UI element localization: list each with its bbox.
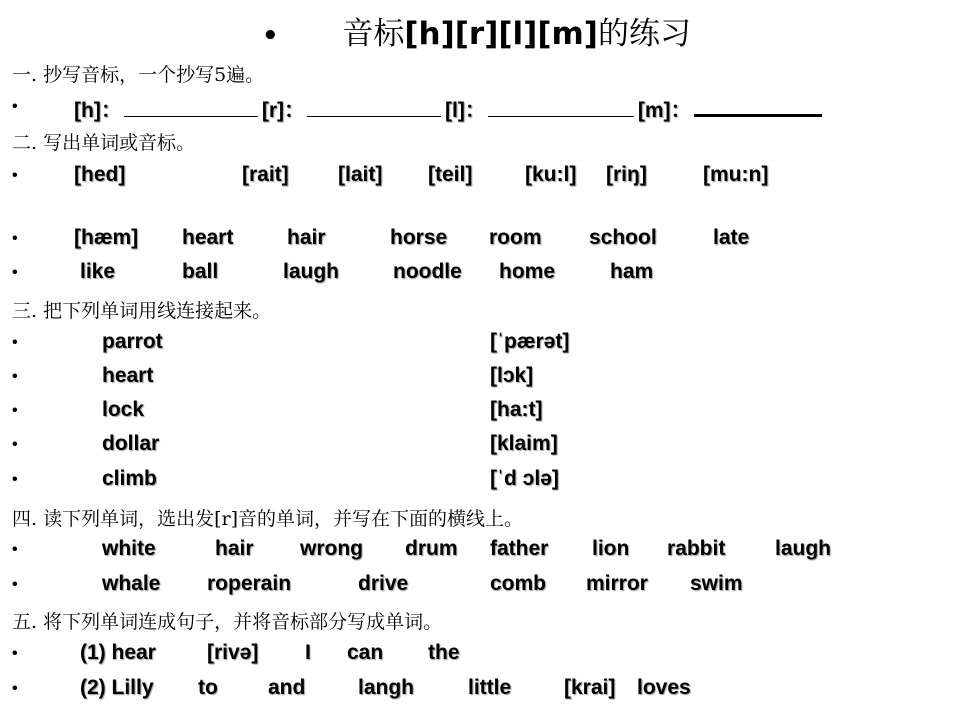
word-item: roperain xyxy=(207,572,292,595)
copy-item-r: [r]： xyxy=(261,99,305,122)
word-item: (2) Lilly xyxy=(80,676,154,699)
word-item: [hed] xyxy=(74,163,126,186)
match-word[interactable]: parrot xyxy=(102,330,163,353)
word-item: lion xyxy=(592,537,630,560)
section5-heading: 五. 将下列单词连成句子，并将音标部分写成单词。 xyxy=(12,611,443,633)
blank-line[interactable] xyxy=(124,98,258,117)
bullet: • xyxy=(12,402,18,419)
word-item: white xyxy=(102,537,156,560)
word-item: laugh xyxy=(775,537,831,560)
bullet: • xyxy=(12,368,18,385)
bullet: • xyxy=(12,230,18,247)
match-phonetic[interactable]: [ˈpærət] xyxy=(490,330,570,353)
bullet: • xyxy=(12,264,18,281)
word-item: [hæm] xyxy=(74,226,139,249)
word-item: ham xyxy=(610,260,654,283)
word-item: I xyxy=(305,641,311,664)
word-item: can xyxy=(347,641,384,664)
bullet: • xyxy=(12,334,18,351)
word-item: father xyxy=(490,537,549,560)
match-phonetic[interactable]: [ha:t] xyxy=(490,398,543,421)
word-item: rabbit xyxy=(667,537,726,560)
word-item: [krai] xyxy=(564,676,616,699)
bullet: • xyxy=(12,436,18,453)
word-item: loves xyxy=(637,676,691,699)
word-item: [teil] xyxy=(428,163,473,186)
word-item: [lait] xyxy=(338,163,383,186)
match-phonetic[interactable]: [klaim] xyxy=(490,432,558,455)
word-item: like xyxy=(80,260,116,283)
blank-line[interactable] xyxy=(488,98,634,117)
word-item: horse xyxy=(390,226,448,249)
word-item: (1) hear xyxy=(80,641,156,664)
blank-line[interactable] xyxy=(307,98,441,117)
blank-line[interactable] xyxy=(694,96,822,117)
bullet: • xyxy=(12,680,18,697)
word-item: little xyxy=(468,676,512,699)
bullet: • xyxy=(12,167,18,184)
match-phonetic[interactable]: [ˈd ɔlə] xyxy=(490,467,559,490)
bullet: • xyxy=(12,541,18,558)
match-word[interactable]: dollar xyxy=(102,432,160,455)
word-item: [rivə] xyxy=(207,641,259,664)
match-word[interactable]: climb xyxy=(102,467,157,490)
copy-item-m: [m]： xyxy=(637,99,692,122)
word-item: school xyxy=(589,226,657,249)
word-item: swim xyxy=(690,572,743,595)
copy-item-l: [l]： xyxy=(445,99,486,122)
word-item: home xyxy=(499,260,556,283)
word-item: [rait] xyxy=(242,163,289,186)
section4-heading xyxy=(12,504,523,531)
copy-row xyxy=(74,94,822,124)
word-item: [ku:l] xyxy=(525,163,577,186)
section3-heading: 三. 把下列单词用线连接起来。 xyxy=(12,300,272,322)
word-item: [riŋ] xyxy=(606,163,647,186)
word-item: ball xyxy=(182,260,219,283)
word-item: laugh xyxy=(283,260,339,283)
match-word[interactable]: lock xyxy=(102,398,145,421)
word-item: drum xyxy=(405,537,458,560)
word-item: wrong xyxy=(300,537,363,560)
word-item: hair xyxy=(287,226,326,249)
word-item: noodle xyxy=(393,260,462,283)
word-item: room xyxy=(489,226,542,249)
bullet: • xyxy=(262,21,279,51)
word-item: comb xyxy=(490,572,547,595)
word-item: heart xyxy=(182,226,234,249)
match-word[interactable]: heart xyxy=(102,364,154,387)
title-prefix: 音标 xyxy=(342,16,405,52)
word-item: the xyxy=(428,641,460,664)
title-ipa: [h][r][l][m] xyxy=(404,16,598,52)
bullet: • xyxy=(12,471,18,488)
section1-heading: 一. 抄写音标，一个抄写5遍。 xyxy=(12,64,265,86)
word-item: hair xyxy=(215,537,254,560)
section4-heading-text: 四. 读下列单词，选出发[r]音的单词，并写在下面的横线上。 xyxy=(12,508,523,530)
bullet: • xyxy=(12,576,18,593)
word-item: whale xyxy=(102,572,161,595)
word-item: drive xyxy=(358,572,409,595)
section2-heading: 二. 写出单词或音标。 xyxy=(12,132,196,154)
title-suffix: 的练习 xyxy=(597,16,691,52)
match-phonetic[interactable]: [lɔk] xyxy=(490,364,534,387)
word-item: late xyxy=(713,226,750,249)
bullet: • xyxy=(12,98,18,115)
bullet: • xyxy=(12,645,18,662)
word-item: [mu:n] xyxy=(703,163,769,186)
page-title xyxy=(262,8,691,53)
word-item: langh xyxy=(358,676,414,699)
word-item: to xyxy=(198,676,218,699)
word-item: mirror xyxy=(586,572,648,595)
word-item: and xyxy=(268,676,306,699)
copy-item-h: [h]： xyxy=(74,99,122,122)
